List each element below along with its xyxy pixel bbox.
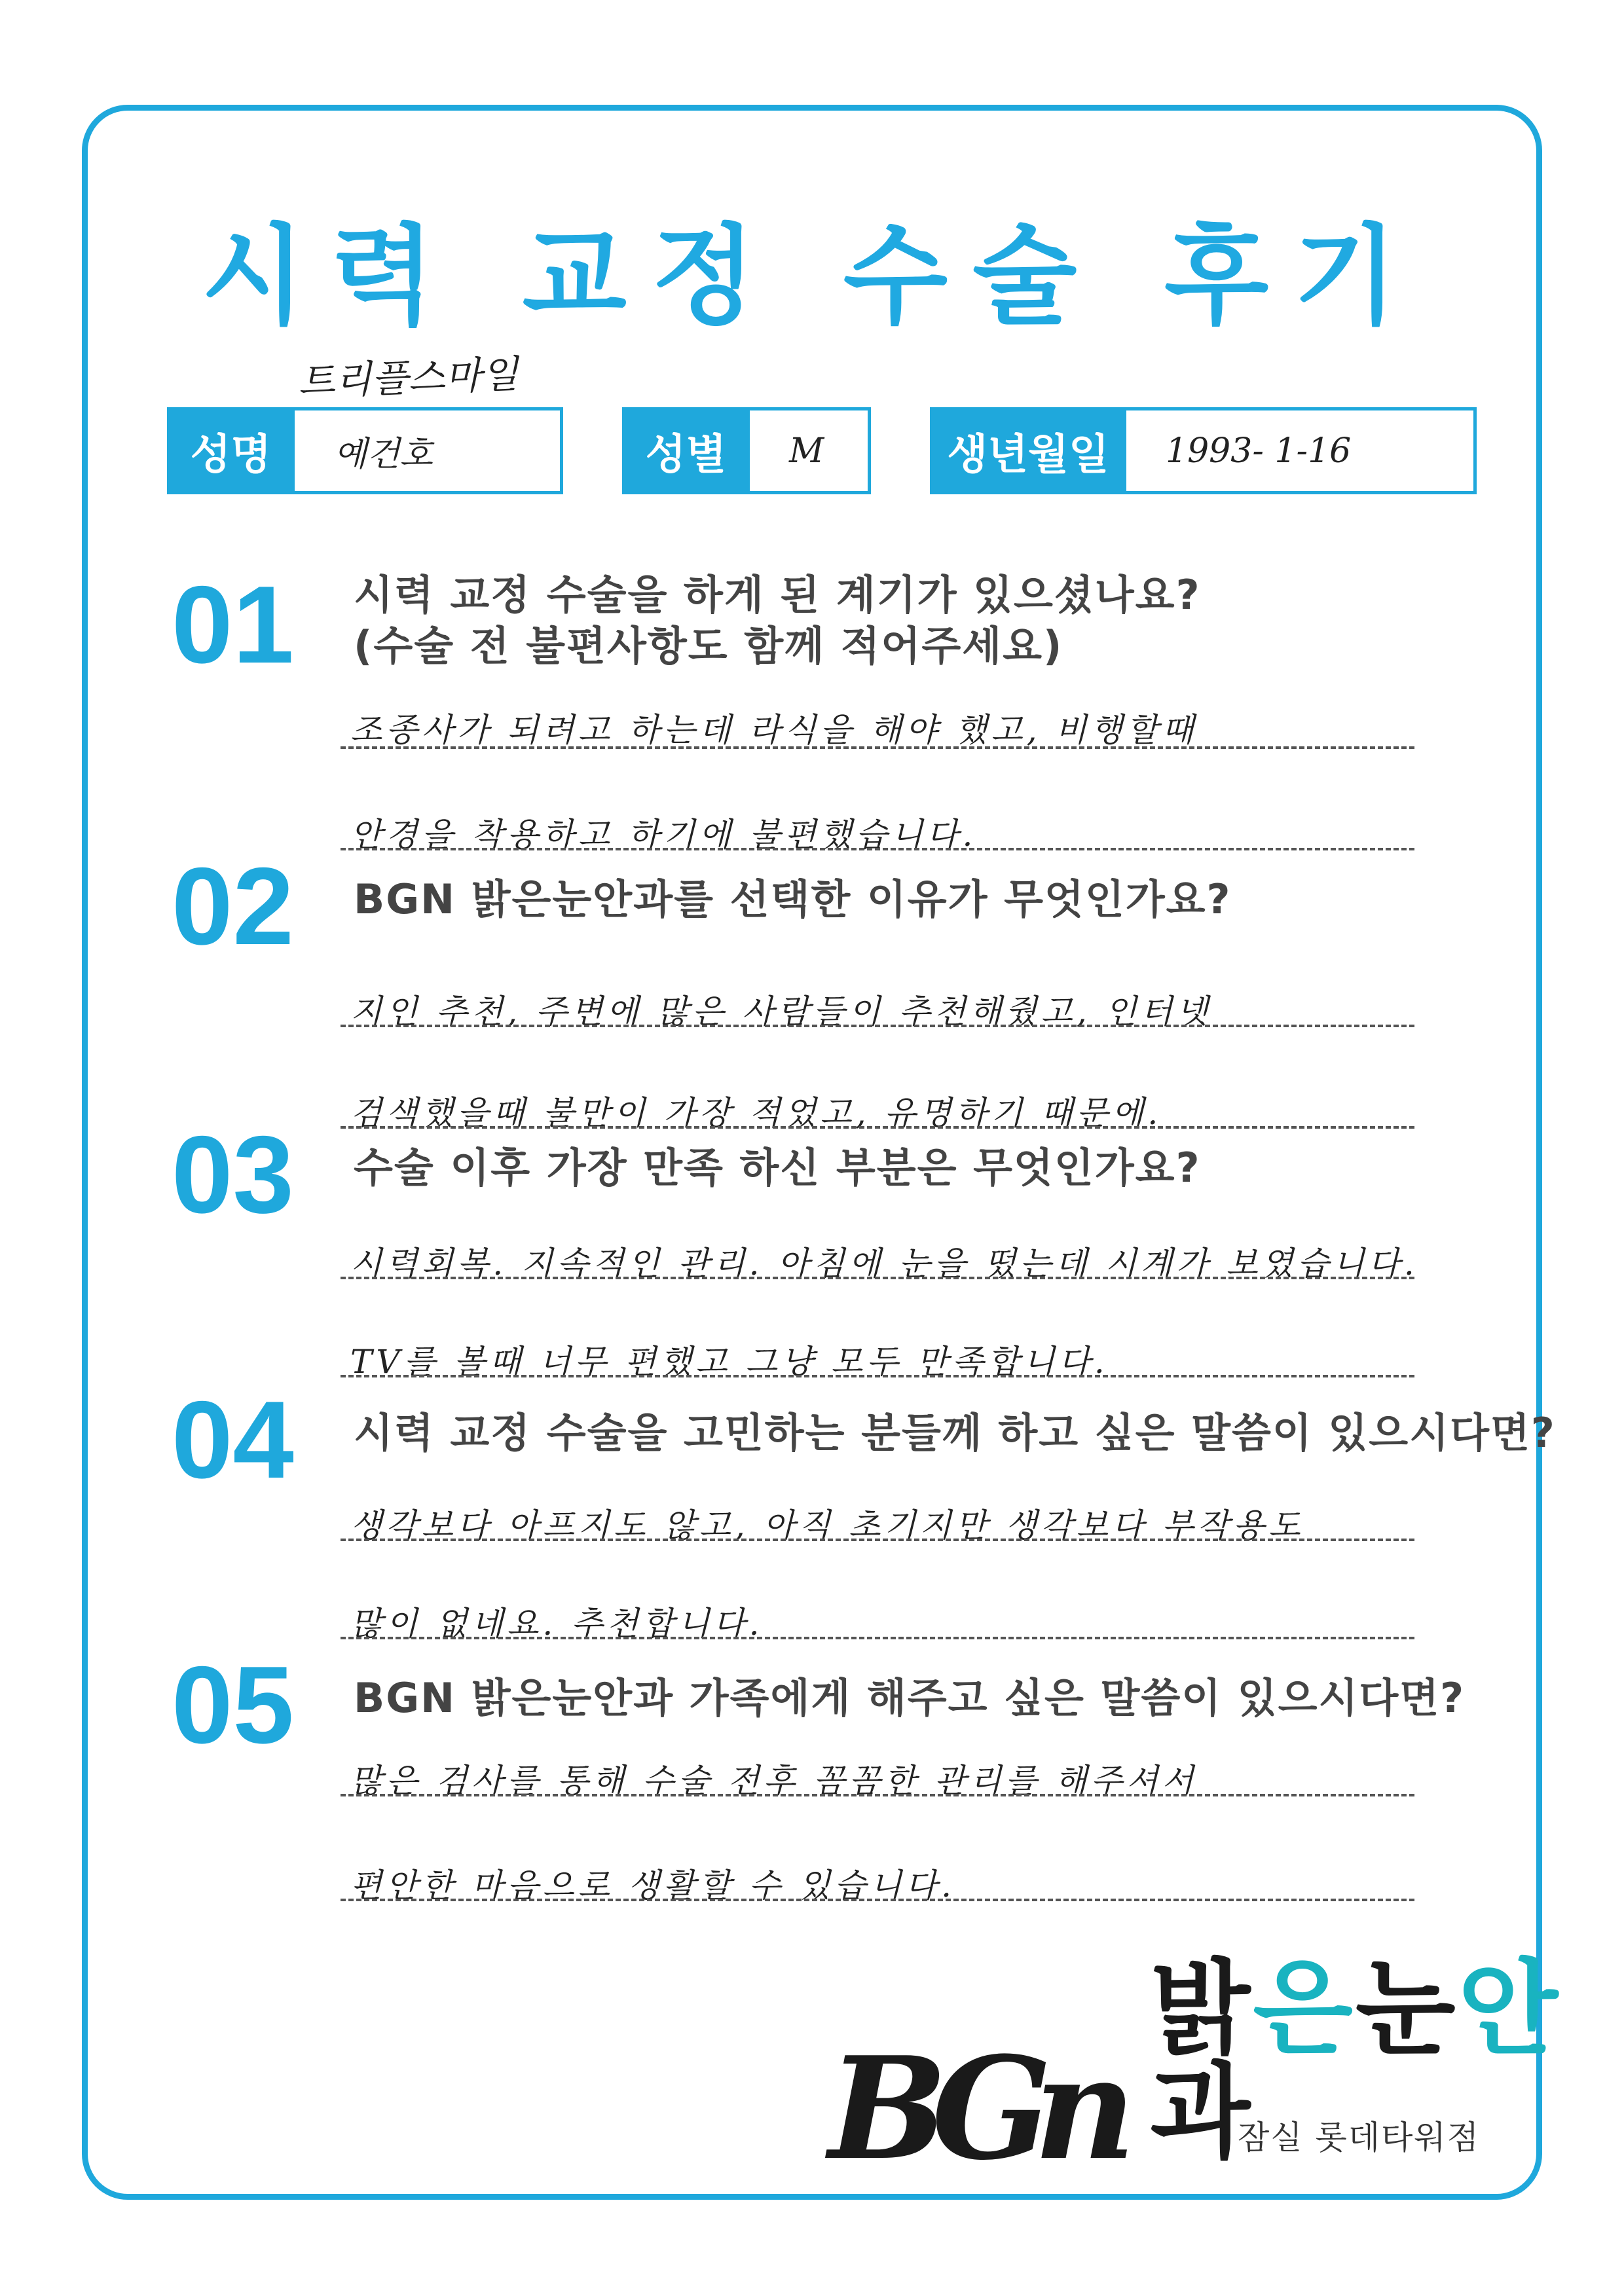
answer-dashed-line [341, 1025, 1414, 1027]
logo-mark: BGn [828, 2026, 1118, 2191]
question-line: 시력 교정 수술을 고민하는 분들께 하고 싶은 말씀이 있으시다면? [354, 1409, 1556, 1457]
birth-value: 1993- 1-16 [1126, 407, 1477, 494]
question-text [354, 874, 1232, 925]
question-text [354, 1673, 1465, 1724]
question-line: BGN 밝은눈안과를 선택한 이유가 무엇인가요? [354, 875, 1232, 923]
gender-field [622, 407, 871, 494]
name-field [167, 407, 563, 494]
answer-dashed-line [341, 1277, 1414, 1279]
birth-field [930, 407, 1477, 494]
answer-line-text: 시력회복. 지속적인 관리. 아침에 눈을 떴는데 시계가 보였습니다. [350, 1245, 1418, 1283]
name-label: 성명 [167, 407, 295, 494]
answer-dashed-line [341, 1899, 1414, 1901]
question-text [354, 1142, 1201, 1194]
answer-dashed-line [341, 848, 1414, 850]
answer-line-text: 생각보다 아프지도 않고, 아직 초기지만 생각보다 부작용도 [350, 1506, 1304, 1544]
question-line: BGN 밝은눈안과 가족에게 해주고 싶은 말씀이 있으시다면? [354, 1674, 1466, 1722]
question-number: 01 [172, 563, 294, 686]
question-line: 시력 교정 수술을 하게 된 계기가 있으셨나요? [354, 571, 1201, 619]
answer-line-text: TV를 볼때 너무 편했고 그냥 모두 만족합니다. [350, 1343, 1109, 1381]
gender-value: M [750, 407, 871, 494]
answer-dashed-line [341, 1539, 1414, 1541]
answer-dashed-line [341, 1375, 1414, 1377]
logo-char: 눈 [1355, 1949, 1458, 2069]
answer-dashed-line [341, 1637, 1414, 1639]
logo-char-highlight: 안 [1458, 1949, 1561, 2069]
question-line: (수술 전 불편사항도 함께 적어주세요) [354, 622, 1063, 670]
question-number: 05 [172, 1643, 294, 1766]
answer-line-text: 검색했을때 불만이 가장 적었고, 유명하기 때문에. [350, 1094, 1162, 1132]
gender-label: 성별 [622, 407, 750, 494]
question-line: 수술 이후 가장 만족 하신 부분은 무엇인가요? [354, 1144, 1201, 1192]
answer-line-text: 많이 없네요. 추천합니다. [350, 1605, 764, 1643]
answer-dashed-line [341, 746, 1414, 749]
logo-char: 밝 [1150, 1949, 1253, 2069]
answer-line-text: 많은 검사를 통해 수술 전후 꼼꼼한 관리를 해주셔서 [350, 1762, 1198, 1800]
question-text [354, 1408, 1556, 1459]
question-number: 02 [172, 845, 294, 968]
name-value: 예건호 [295, 407, 563, 494]
answer-line-text: 안경을 착용하고 하기에 불편했습니다. [350, 816, 977, 854]
answer-line-text: 조종사가 되려고 하는데 라식을 해야 했고, 비행할때 [350, 711, 1198, 749]
clinic-logo [828, 1949, 1624, 2191]
logo-char: 과 [1150, 2052, 1253, 2173]
answer-line-text: 편안한 마음으로 생활할 수 있습니다. [350, 1867, 955, 1904]
branch-name: 잠실 롯데타워점 [1238, 2119, 1480, 2157]
page-title: 시력 교정 수술 후기 [201, 213, 1423, 339]
nickname-handwritten: 트리플스마일 [297, 352, 519, 404]
question-number: 04 [172, 1378, 294, 1501]
birth-label: 생년월일 [930, 407, 1126, 494]
logo-char-highlight: 은 [1253, 1949, 1356, 2069]
answer-dashed-line [341, 1794, 1414, 1796]
answer-dashed-line [341, 1126, 1414, 1129]
question-text [354, 570, 1201, 672]
question-number: 03 [172, 1113, 294, 1236]
answer-line-text: 지인 추천, 주변에 많은 사람들이 추천해줬고, 인터넷 [350, 993, 1212, 1030]
